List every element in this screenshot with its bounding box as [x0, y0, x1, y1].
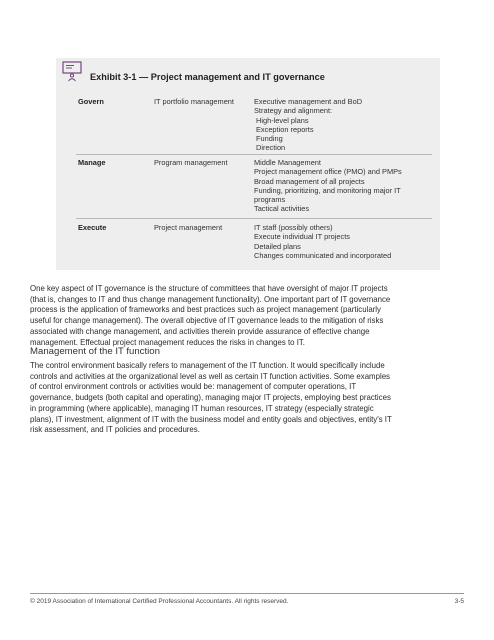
- detail-line: High-level plans: [256, 115, 309, 125]
- page-number: 3-5: [454, 598, 464, 605]
- row-divider: [76, 218, 432, 219]
- detail-line: Detailed plans: [254, 241, 301, 251]
- row-area: IT portfolio management: [154, 97, 234, 106]
- detail-line: Funding: [256, 134, 283, 144]
- paragraph-line: associated with change management, and activities therein provide assurance of effective change: [30, 326, 370, 336]
- row-details: [254, 158, 436, 214]
- paragraph-line: risk assessment, and IT policies and procedures.: [30, 425, 200, 435]
- row-level: Manage: [78, 158, 106, 167]
- paragraph-line: The control environment basically refers to management of the IT function. It would specifically include: [30, 361, 385, 370]
- paragraph-it-function: [30, 361, 466, 436]
- paragraph-line: controls and activities at the organizational level as well as certain IT function activities. Some examples: [30, 371, 390, 381]
- detail-line: Broad management of all projects: [254, 176, 365, 186]
- presentation-board-icon: [62, 60, 82, 82]
- paragraph-line: useful for change management). The overall objective of IT governance leads to the mitigation of risks: [30, 316, 384, 326]
- footer-divider: [30, 593, 464, 594]
- detail-line: Tactical activities: [254, 204, 310, 214]
- detail-line: Changes communicated and incorporated: [254, 250, 392, 260]
- paragraph-line: management. Effectual project management reduces the risks in changes to IT.: [30, 337, 305, 347]
- row-area: Project management: [154, 223, 223, 232]
- detail-line: Direction: [256, 143, 286, 153]
- paragraph-line: governance, budgets (both capital and operating), managing major IT projects, employing best practices: [30, 393, 391, 403]
- detail-line: Project management office (PMO) and PMPs: [254, 167, 402, 177]
- paragraph-line: plans), IT investment, alignment of IT with the business model and entity goals and objectives, entity's IT: [30, 414, 392, 424]
- detail-line: Exception reports: [256, 124, 314, 134]
- row-level: Govern: [78, 97, 104, 106]
- row-divider: [76, 154, 432, 155]
- detail-line: Execute individual IT projects: [254, 232, 350, 242]
- detail-line: IT staff (possibly others): [254, 223, 333, 232]
- detail-line: Middle Management: [254, 158, 321, 167]
- paragraph-line: process is the application of frameworks and best practices such as project management (particularly: [30, 305, 381, 315]
- paragraph-it-governance: [30, 284, 466, 348]
- row-details: [254, 223, 436, 260]
- section-heading: Management of the IT function: [30, 346, 160, 357]
- footer-copyright: © 2019 Association of International Certified Professional Accountants. All rights reserved.: [30, 598, 289, 605]
- paragraph-line: of control environment controls or activities would be: management of computer operations, IT: [30, 382, 357, 392]
- row-level: Execute: [78, 223, 107, 232]
- detail-line: programs: [254, 195, 286, 205]
- exhibit-box: [56, 58, 440, 270]
- row-area: Program management: [154, 158, 228, 167]
- paragraph-line: in programming (where applicable), managing IT human resources, IT strategy (especially strategic: [30, 403, 374, 413]
- detail-line: Funding, prioritizing, and monitoring major IT: [254, 185, 401, 195]
- paragraph-line: (that is, changes to IT and thus change management functionality). One important part of IT governance: [30, 294, 391, 304]
- exhibit-title: Exhibit 3-1 — Project management and IT governance: [90, 72, 325, 82]
- row-details: [254, 97, 436, 153]
- paragraph-line: One key aspect of IT governance is the structure of committees that have oversight of major IT projects: [30, 284, 388, 293]
- detail-line: Executive management and BoD: [254, 97, 363, 106]
- detail-line: Strategy and alignment:: [254, 106, 333, 116]
